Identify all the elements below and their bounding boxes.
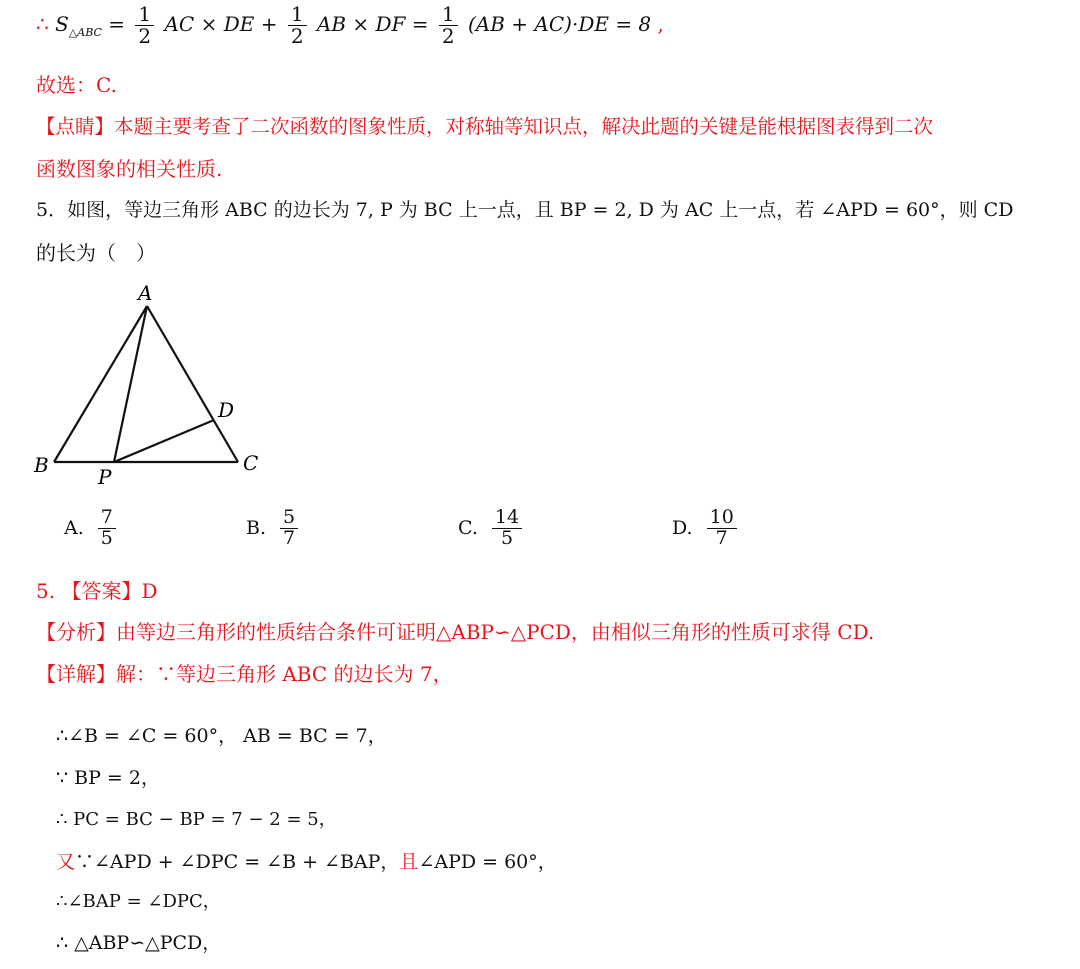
step-4-mid: 且: [399, 851, 419, 873]
step-3: ∴ PC = BC − BP = 7 − 2 = 5，: [56, 809, 337, 830]
step-4-prefix: 又: [56, 851, 76, 873]
option-a-letter: A.: [64, 517, 84, 540]
term-3: (AB + AC)·DE = 8: [468, 12, 652, 36]
label-d: D: [218, 398, 235, 422]
step-4: [56, 851, 557, 874]
step-6: ∴ △ABP∽△PCD，: [56, 932, 222, 954]
term-1: AC × DE +: [164, 12, 284, 36]
term-2: AB × DF =: [316, 12, 435, 36]
comment-line-1: 【点睛】本题主要考查了二次函数的图象性质，对称轴等知识点，解决此题的关键是能根据图表得到二次: [36, 115, 934, 138]
side-ab: [54, 306, 147, 462]
analysis-line: 【分析】由等边三角形的性质结合条件可证明△ABP∽△PCD，由相似三角形的性质可求得 CD.: [36, 620, 875, 644]
option-a-fraction: $\frac{7}{5}$: [98, 508, 116, 549]
step-4-end: ∠APD = 60°，: [418, 851, 557, 873]
triangle-figure: [30, 280, 270, 490]
option-c-letter: C.: [458, 517, 478, 540]
option-b[interactable]: [246, 508, 302, 549]
answer-line: 5. 【答案】D: [36, 579, 158, 603]
area-subscript: △ABC: [68, 26, 102, 39]
segment-pd: [114, 420, 214, 462]
option-d[interactable]: [672, 508, 741, 549]
therefore-symbol: ∴: [36, 12, 49, 36]
area-symbol: S: [55, 12, 69, 36]
option-c-fraction: $\frac{14}{5}$: [492, 508, 522, 549]
question-line-1: 5．如图，等边三角形 ABC 的边长为 7, P 为 BC 上一点，且 BP = 2, D 为 AC 上一点，若 ∠APD = 60°，则 CD: [36, 199, 1014, 221]
detail-line: 【详解】解：∵等边三角形 ABC 的边长为 7，: [36, 662, 453, 686]
option-d-letter: D.: [672, 517, 693, 540]
fraction-3: $\frac{1}{2}$: [439, 4, 458, 47]
fraction-2: $\frac{1}{2}$: [288, 4, 307, 47]
option-b-letter: B.: [246, 517, 267, 540]
step-5: ∴∠BAP = ∠DPC，: [56, 891, 221, 912]
label-p: P: [98, 465, 112, 489]
question-line-2: 的长为（ ）: [36, 241, 156, 265]
choice-line: 故选：C.: [36, 73, 117, 97]
option-b-fraction: $\frac{5}{7}$: [280, 508, 298, 549]
segment-ap: [114, 306, 147, 462]
label-b: B: [34, 453, 49, 477]
step-2: ∵ BP = 2，: [56, 767, 160, 789]
option-d-fraction: $\frac{10}{7}$: [707, 508, 737, 549]
comment-line-2: 函数图象的相关性质.: [36, 157, 223, 181]
eq-sign: =: [108, 12, 132, 36]
formula-end: ,: [651, 12, 664, 36]
side-ac: [147, 306, 238, 462]
option-c[interactable]: [458, 508, 526, 549]
label-a: A: [138, 281, 153, 305]
label-c: C: [243, 451, 259, 475]
step-4-body: ∵∠APD + ∠DPC = ∠B + ∠BAP，: [75, 851, 400, 873]
option-a[interactable]: [64, 508, 120, 549]
area-formula: [36, 4, 664, 47]
fraction-1: $\frac{1}{2}$: [135, 4, 154, 47]
step-1: ∴∠B = ∠C = 60°， AB = BC = 7，: [56, 725, 387, 747]
